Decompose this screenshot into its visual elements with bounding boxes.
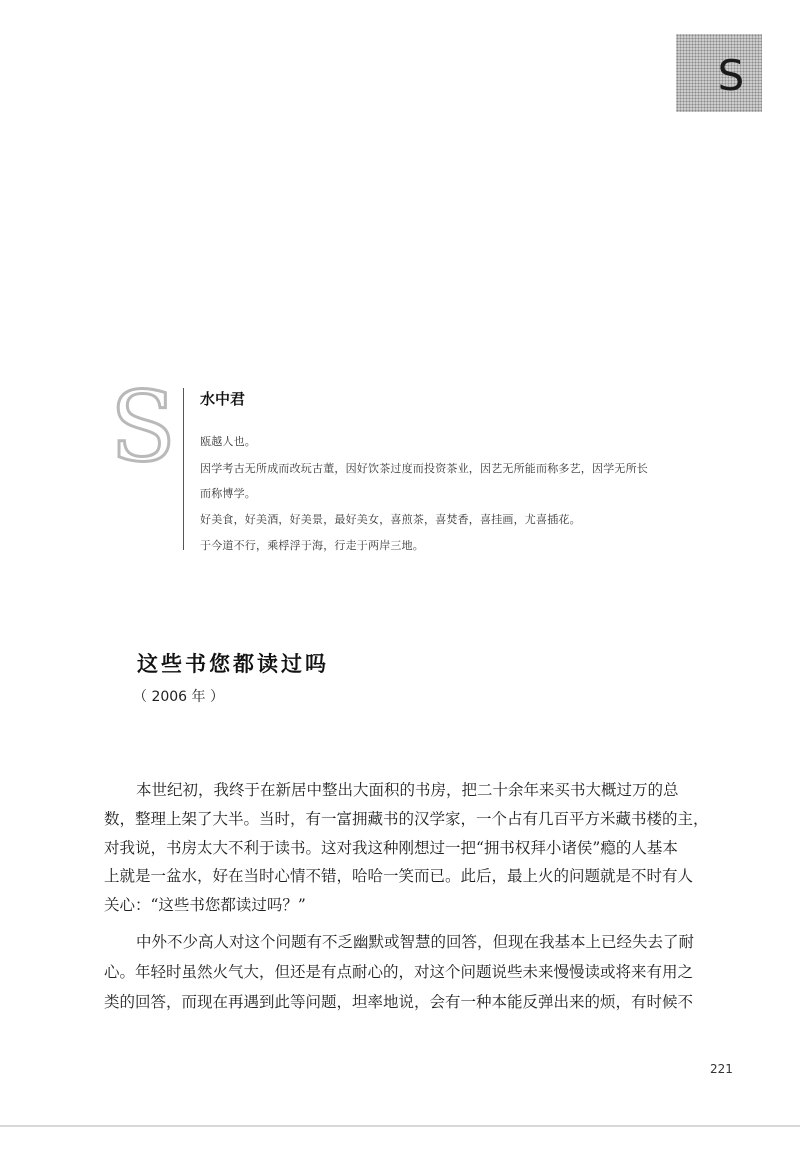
body-line: 本世纪初，我终于在新居中整出大面积的书房，把二十余年来买书大概过万的总: [136, 781, 679, 799]
decorative-s-icon: S: [110, 371, 176, 483]
bio-divider: [183, 388, 184, 550]
body-line: 心。年轻时虽然火气大，但还是有点耐心的，对这个问题说些未来慢慢读或将来有用之: [104, 963, 694, 981]
bio-line: 而称博学。: [200, 487, 256, 500]
body-line: 中外不少高人对这个问题有不乏幽默或智慧的回答，但现在我基本上已经失去了耐: [136, 933, 695, 951]
body-line: 上就是一盆水，好在当时心情不错，哈哈一笑而已。此后，最上火的问题就是不时有人: [104, 867, 694, 885]
bio-line: 因学考古无所成而改玩古董，因好饮茶过度而投资茶业，因艺无所能而称多艺，因学无所长: [200, 462, 648, 475]
section-letter: S: [717, 51, 745, 100]
body-line: 对我说，书房太大不利于读书。这对我这种刚想过一把“拥书权拜小诸侯”瘾的人基本: [104, 839, 678, 857]
author-name: 水中君: [200, 390, 246, 408]
body-line: 类的回答，而现在再遇到此等问题，坦率地说，会有一种本能反弹出来的烦，有时候不: [104, 993, 694, 1011]
chapter-title: 这些书您都读过吗: [137, 651, 329, 676]
page-edge: [0, 1125, 800, 1127]
chapter-year: （ 2006 年 ）: [133, 689, 224, 705]
page-number: 221: [710, 1062, 733, 1076]
bio-line: 好美食，好美酒，好美景，最好美女，喜煎茶，喜焚香，喜挂画，尤喜插花。: [200, 513, 581, 526]
bio-line: 瓯越人也。: [200, 435, 256, 448]
bio-line: 于今道不行，乘桴浮于海，行走于两岸三地。: [200, 539, 424, 552]
body-line: 关心：“这些书您都读过吗？”: [104, 896, 306, 914]
body-line: 数，整理上架了大半。当时，有一富拥藏书的汉学家，一个占有几百平方米藏书楼的主，: [104, 810, 709, 828]
